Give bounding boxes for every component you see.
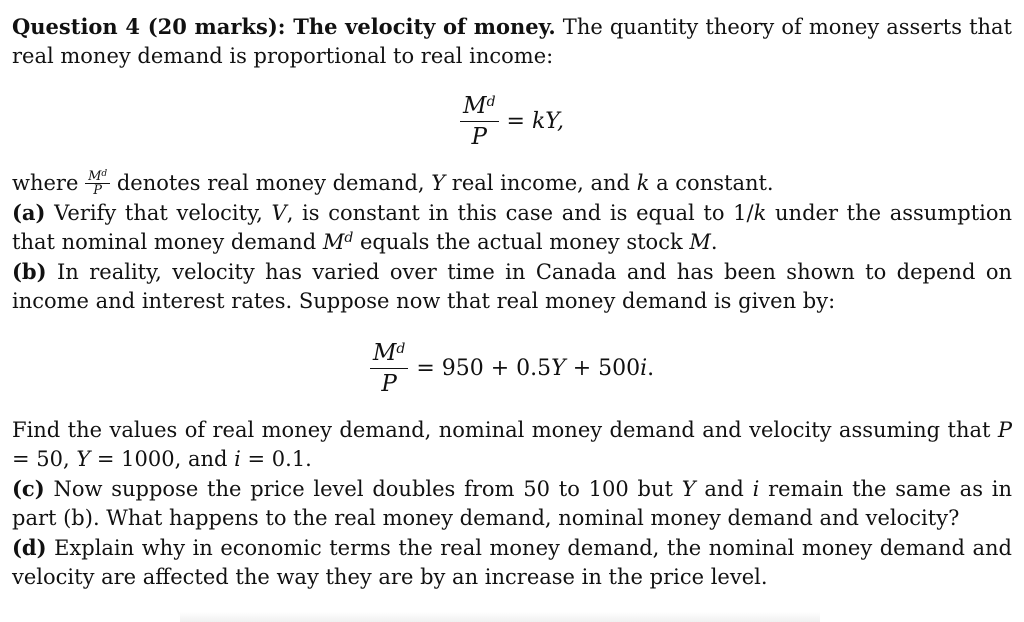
eq2-numerator-superscript: d xyxy=(396,340,406,357)
eq2-rhs-period: . xyxy=(647,355,655,381)
part-c-var-y: Y xyxy=(681,477,696,501)
equation-quantity-theory xyxy=(12,77,1012,165)
eq2-numerator: M xyxy=(372,339,397,366)
part-a-text-4: equals the actual money stock xyxy=(353,230,690,254)
part-a-var-m-stock: M xyxy=(689,230,711,254)
where-var-k: k xyxy=(636,171,650,195)
part-c-text-2: and xyxy=(695,477,753,501)
part-b-label: (b) xyxy=(12,259,47,284)
find-text-4: = 0.1. xyxy=(240,447,312,471)
part-a-paragraph xyxy=(12,198,1012,257)
part-a-superscript-d: d xyxy=(344,230,354,246)
part-a-text-5: . xyxy=(710,230,718,254)
part-a-text-2: , is constant in this case and is equal to 1/ xyxy=(286,201,754,225)
part-a-text-1: Verify that velocity, xyxy=(45,201,272,225)
part-c-label: (c) xyxy=(12,476,45,501)
eq2-rhs-var-i: i xyxy=(640,355,648,381)
eq2-right-side xyxy=(416,354,654,383)
part-c-paragraph xyxy=(12,474,1012,533)
where-text-1: denotes real money demand, xyxy=(110,171,432,195)
find-text-1: Find the values of real money demand, nominal money demand and velocity assuming that xyxy=(12,418,998,442)
eq2-denominator: P xyxy=(381,370,397,397)
inline-frac-numerator: M xyxy=(88,169,102,184)
question-heading: Question 4 (20 marks): The velocity of money. xyxy=(12,14,556,39)
equation-fraction xyxy=(370,338,409,399)
where-paragraph xyxy=(12,169,1012,198)
part-c-var-i: i xyxy=(752,477,760,501)
eq2-rhs-var-y: Y xyxy=(551,355,566,381)
where-lead: where xyxy=(12,171,86,195)
part-d-paragraph xyxy=(12,533,1012,592)
part-b-paragraph xyxy=(12,257,1012,316)
part-a-var-k: k xyxy=(753,201,767,225)
eq1-denominator: P xyxy=(471,123,487,150)
part-d-text: Explain why in economic terms the real money demand, the nominal money demand and velocity are affected the way they are by an increase in the price level. xyxy=(12,536,1012,589)
find-var-i: i xyxy=(234,447,241,471)
part-a-text-3: under the assumption that nominal money demand xyxy=(12,201,1013,254)
eq1-numerator-superscript: d xyxy=(486,93,496,110)
page-bottom-shadow xyxy=(180,612,820,622)
part-c-text-1: Now suppose the price level doubles from 50 to 100 but xyxy=(44,477,682,501)
where-text-2: real income, and xyxy=(445,171,637,195)
inline-fraction xyxy=(85,170,110,197)
intro-text: The quantity theory of money asserts that real money demand is proportional to real income: xyxy=(12,15,1012,68)
part-a-var-v: V xyxy=(271,201,287,225)
eq1-numerator: M xyxy=(463,92,487,119)
part-d-label: (d) xyxy=(12,535,47,560)
part-c-text-3: remain the same as in part (b). What happens to the real money demand, nominal money demand and velocity? xyxy=(12,477,1012,530)
equation-money-demand xyxy=(12,320,1012,416)
eq2-rhs-part-a: = 950 + 0.5 xyxy=(416,355,552,381)
find-text-3: = 1000, and xyxy=(90,447,235,471)
intro-paragraph xyxy=(12,12,1012,71)
equation-fraction xyxy=(460,91,499,152)
eq2-rhs-part-b: + 500 xyxy=(565,355,641,381)
where-text-3: a constant. xyxy=(649,171,774,195)
find-text-2: = 50, xyxy=(12,447,77,471)
eq1-right-side: = kY, xyxy=(506,108,564,134)
part-b-text: In reality, velocity has varied over time in Canada and has been shown to depend on income and interest rates. Suppose now that real money demand is given by: xyxy=(12,260,1012,313)
part-a-label: (a) xyxy=(12,200,46,225)
part-a-var-m: M xyxy=(322,230,345,254)
find-var-y: Y xyxy=(76,447,91,471)
where-var-y: Y xyxy=(431,171,446,195)
find-paragraph xyxy=(12,416,1012,474)
find-var-p: P xyxy=(997,418,1012,442)
inline-frac-superscript: d xyxy=(101,169,108,179)
inline-frac-denominator: P xyxy=(93,183,102,198)
